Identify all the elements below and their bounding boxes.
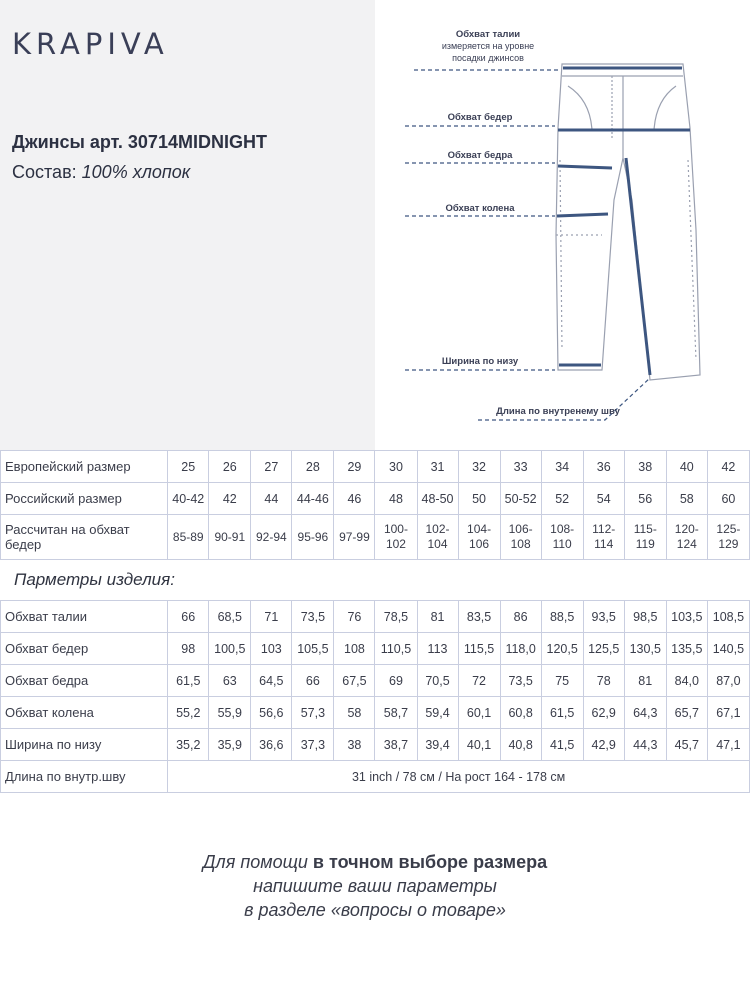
label-thigh: Обхват бедра <box>447 150 513 161</box>
table-cell: 78,5 <box>375 601 417 633</box>
composition-value: 100% хлопок <box>81 162 191 182</box>
row-label: Европейский размер <box>1 451 168 483</box>
table-cell: 47,1 <box>707 729 749 761</box>
table-row <box>1 451 750 483</box>
table-cell: 100,5 <box>209 633 251 665</box>
table-cell: 135,5 <box>666 633 707 665</box>
composition <box>12 162 190 183</box>
row-label: Обхват бедер <box>1 633 168 665</box>
table-cell: 130,5 <box>624 633 666 665</box>
table-cell: 73,5 <box>500 665 541 697</box>
table-cell: 34 <box>541 451 583 483</box>
table-cell: 59,4 <box>417 697 458 729</box>
table-cell: 40 <box>666 451 707 483</box>
table-cell: 60 <box>707 483 749 515</box>
table-cell: 41,5 <box>541 729 583 761</box>
table-cell: 40,8 <box>500 729 541 761</box>
table-cell: 28 <box>292 451 334 483</box>
table-row <box>1 483 750 515</box>
table-cell: 29 <box>334 451 375 483</box>
header-panel <box>0 0 750 450</box>
label-inseam: Длина по внутренему шву <box>496 406 620 417</box>
param-table <box>0 600 750 793</box>
row-label: Обхват талии <box>1 601 168 633</box>
row-label: Длина по внутр.шву <box>1 761 168 793</box>
table-cell: 69 <box>375 665 417 697</box>
label-waist-note-2: посадки джинсов <box>452 53 524 63</box>
size-table <box>0 450 750 560</box>
table-cell: 75 <box>541 665 583 697</box>
table-cell: 54 <box>583 483 624 515</box>
row-label: Обхват бедра <box>1 665 168 697</box>
table-cell: 60,1 <box>458 697 500 729</box>
table-cell: 57,3 <box>292 697 334 729</box>
product-title: Джинсы арт. 30714MIDNIGHT <box>12 132 267 152</box>
table-cell: 108-110 <box>541 515 583 560</box>
table-cell: 35,2 <box>168 729 209 761</box>
knee-mark <box>557 214 608 216</box>
table-cell: 55,9 <box>209 697 251 729</box>
table-cell: 93,5 <box>583 601 624 633</box>
table-cell: 62,9 <box>583 697 624 729</box>
table-cell: 55,2 <box>168 697 209 729</box>
table-cell: 45,7 <box>666 729 707 761</box>
table-cell: 42 <box>209 483 251 515</box>
table-cell: 113 <box>417 633 458 665</box>
table-cell: 66 <box>292 665 334 697</box>
table-row <box>1 729 750 761</box>
table-cell: 44,3 <box>624 729 666 761</box>
table-cell: 65,7 <box>666 697 707 729</box>
brand-logo: KRAPIVA <box>12 27 169 61</box>
table-cell: 90-91 <box>209 515 251 560</box>
table-row <box>1 665 750 697</box>
table-cell: 31 <box>417 451 458 483</box>
table-row <box>1 633 750 665</box>
table-cell: 48-50 <box>417 483 458 515</box>
table-cell: 42 <box>707 451 749 483</box>
size-table-body <box>1 451 750 560</box>
table-cell: 70,5 <box>417 665 458 697</box>
label-hips: Обхват бедер <box>447 112 513 123</box>
table-cell: 58 <box>334 697 375 729</box>
row-label: Обхват колена <box>1 697 168 729</box>
table-cell: 58,7 <box>375 697 417 729</box>
table-cell: 50-52 <box>500 483 541 515</box>
table-cell: 98 <box>168 633 209 665</box>
table-row <box>1 697 750 729</box>
table-row <box>1 515 750 560</box>
composition-label: Состав: <box>12 162 77 182</box>
row-label: Ширина по низу <box>1 729 168 761</box>
table-cell: 102-104 <box>417 515 458 560</box>
table-cell: 125-129 <box>707 515 749 560</box>
param-table-body <box>1 601 750 793</box>
table-cell: 63 <box>209 665 251 697</box>
footer-line-2: напишите ваши параметры <box>253 876 497 896</box>
table-cell: 27 <box>251 451 292 483</box>
table-cell: 83,5 <box>458 601 500 633</box>
table-cell: 103,5 <box>666 601 707 633</box>
table-cell: 64,3 <box>624 697 666 729</box>
table-cell: 25 <box>168 451 209 483</box>
table-cell: 105,5 <box>292 633 334 665</box>
table-cell: 56,6 <box>251 697 292 729</box>
table-cell: 44-46 <box>292 483 334 515</box>
footer-line-1-prefix: Для помощи <box>202 852 313 872</box>
table-cell: 108 <box>334 633 375 665</box>
table-cell: 86 <box>500 601 541 633</box>
row-label: Российский размер <box>1 483 168 515</box>
footer-note <box>0 850 750 922</box>
table-cell: 67,5 <box>334 665 375 697</box>
table-cell: 118,0 <box>500 633 541 665</box>
table-cell: 81 <box>624 665 666 697</box>
table-cell: 60,8 <box>500 697 541 729</box>
row-label: Рассчитан на обхват бедер <box>1 515 168 560</box>
table-cell: 88,5 <box>541 601 583 633</box>
table-cell: 87,0 <box>707 665 749 697</box>
table-cell: 35,9 <box>209 729 251 761</box>
table-cell: 64,5 <box>251 665 292 697</box>
table-cell: 56 <box>624 483 666 515</box>
footer-line-1-bold: в точном выборе размера <box>312 852 548 872</box>
table-cell: 115-119 <box>624 515 666 560</box>
table-cell: 95-96 <box>292 515 334 560</box>
table-cell: 33 <box>500 451 541 483</box>
jeans-diagram-svg <box>400 20 740 440</box>
table-cell: 50 <box>458 483 500 515</box>
table-cell: 112-114 <box>583 515 624 560</box>
table-cell: 44 <box>251 483 292 515</box>
table-cell: 71 <box>251 601 292 633</box>
label-waist: Обхват талии <box>455 29 521 40</box>
footer-line-3: в разделе «вопросы о товаре» <box>244 900 506 920</box>
params-heading: Парметры изделия: <box>14 570 175 589</box>
table-cell: 98,5 <box>624 601 666 633</box>
table-cell: 40,1 <box>458 729 500 761</box>
table-cell: 26 <box>209 451 251 483</box>
table-cell: 66 <box>168 601 209 633</box>
table-cell: 39,4 <box>417 729 458 761</box>
table-cell: 38 <box>624 451 666 483</box>
table-cell: 68,5 <box>209 601 251 633</box>
table-cell: 36 <box>583 451 624 483</box>
table-cell: 81 <box>417 601 458 633</box>
table-cell: 36,6 <box>251 729 292 761</box>
table-cell: 30 <box>375 451 417 483</box>
table-cell: 42,9 <box>583 729 624 761</box>
inseam-value: 31 inch / 78 см / На рост 164 - 178 см <box>168 761 750 793</box>
table-cell: 72 <box>458 665 500 697</box>
table-cell: 104-106 <box>458 515 500 560</box>
table-cell: 37,3 <box>292 729 334 761</box>
label-knee: Обхват колена <box>445 203 515 214</box>
jeans-outline <box>556 64 700 380</box>
table-cell: 76 <box>334 601 375 633</box>
table-cell: 32 <box>458 451 500 483</box>
table-cell: 106-108 <box>500 515 541 560</box>
table-cell: 110,5 <box>375 633 417 665</box>
table-cell: 125,5 <box>583 633 624 665</box>
table-cell: 97-99 <box>334 515 375 560</box>
table-cell: 92-94 <box>251 515 292 560</box>
table-cell: 38,7 <box>375 729 417 761</box>
table-cell: 61,5 <box>168 665 209 697</box>
table-cell: 67,1 <box>707 697 749 729</box>
label-waist-note-1: измеряется на уровне <box>441 41 535 51</box>
table-cell: 84,0 <box>666 665 707 697</box>
table-cell: 52 <box>541 483 583 515</box>
table-cell: 78 <box>583 665 624 697</box>
table-row-inseam <box>1 761 750 793</box>
thigh-mark <box>558 166 612 168</box>
table-cell: 46 <box>334 483 375 515</box>
table-cell: 108,5 <box>707 601 749 633</box>
table-row <box>1 601 750 633</box>
table-cell: 120,5 <box>541 633 583 665</box>
table-cell: 100-102 <box>375 515 417 560</box>
table-cell: 140,5 <box>707 633 749 665</box>
jeans-measurement-diagram <box>400 20 740 440</box>
footer-line-1 <box>0 850 750 874</box>
table-cell: 85-89 <box>168 515 209 560</box>
table-cell: 115,5 <box>458 633 500 665</box>
table-cell: 40-42 <box>168 483 209 515</box>
table-cell: 103 <box>251 633 292 665</box>
table-cell: 48 <box>375 483 417 515</box>
table-cell: 38 <box>334 729 375 761</box>
label-hem: Ширина по низу <box>441 356 519 367</box>
table-cell: 120-124 <box>666 515 707 560</box>
table-cell: 61,5 <box>541 697 583 729</box>
table-cell: 58 <box>666 483 707 515</box>
table-cell: 73,5 <box>292 601 334 633</box>
info-panel <box>0 0 375 450</box>
